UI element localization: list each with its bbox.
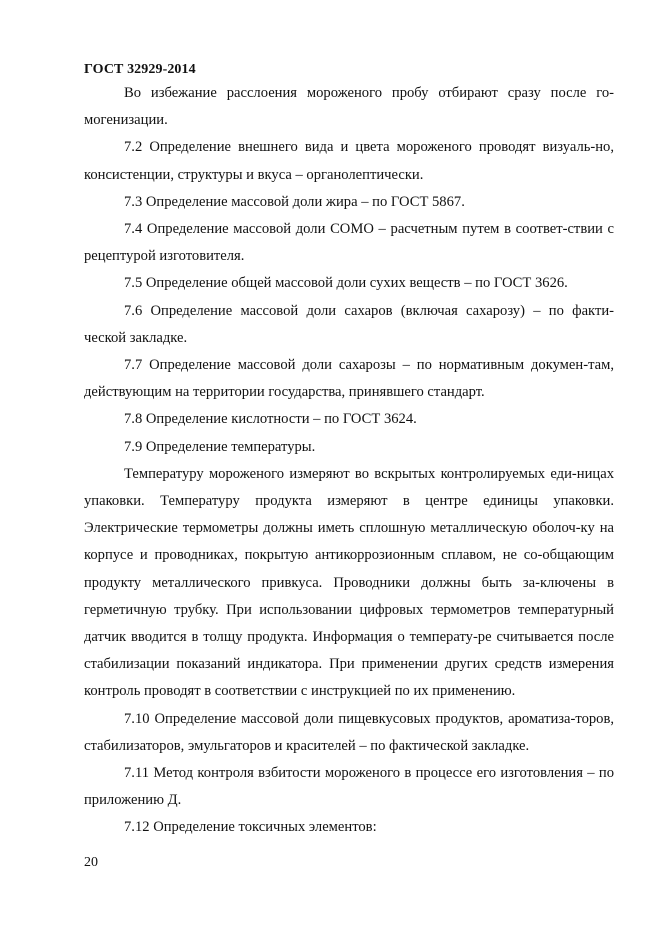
paragraph-intro: Во избежание расслоения мороженого пробу отбирают сразу после го-могенизации. [84, 85, 614, 129]
paragraph-7-4: 7.4 Определение массовой доли СОМО – расчетным путем в соответ-ствии с рецептурой изготовителя. [84, 221, 614, 265]
paragraph-7-3: 7.3 Определение массовой доли жира – по ГОСТ 5867. [124, 193, 465, 210]
paragraph-7-11: 7.11 Метод контроля взбитости мороженого в процессе его изготовления – по приложению Д. [84, 765, 614, 809]
page-number: 20 [84, 855, 98, 870]
paragraph-7-9: 7.9 Определение температуры. [124, 438, 316, 455]
paragraph-7-10: 7.10 Определение массовой доли пищевкусовых продуктов, ароматиза-торов, стабилизаторов, эмульгаторов и красителей – по фактической закладке. [84, 710, 614, 754]
paragraph-7-12: 7.12 Определение токсичных элементов: [124, 819, 377, 836]
document-body [84, 80, 614, 842]
document-id: ГОСТ 32929-2014 [84, 62, 196, 77]
paragraph-7-7: 7.7 Определение массовой доли сахарозы – по нормативным докумен-там, действующим на территории государства, принявшего стандарт. [84, 357, 614, 401]
paragraph-7-6: 7.6 Определение массовой доли сахаров (включая сахарозу) – по факти-ческой закладке. [84, 302, 614, 346]
paragraph-7-2: 7.2 Определение внешнего вида и цвета мороженого проводят визуаль-но, консистенции, структуры и вкуса – органолептически. [84, 139, 614, 183]
paragraph-7-5: 7.5 Определение общей массовой доли сухих веществ – по ГОСТ 3626. [124, 275, 568, 292]
paragraph-7-8: 7.8 Определение кислотности – по ГОСТ 3624. [124, 411, 417, 428]
paragraph-temperature: Температуру мороженого измеряют во вскрытых контролируемых еди-ницах упаковки. Температуру продукта измеряют в центре единицы упаковки. Электрические термометры должны иметь сплошную металлическую оболоч-ку на корпусе и проводниках, покрытую антикоррозионным сплавом, не со-общающим продукту металлического привкуса. Проводники должны быть за-ключены в герметичную трубку. При использовании цифровых термометров температурный датчик вводится в толщу продукта. Информация о температу-ре считывается после стабилизации показаний индикатора. При применении других средств измерения контроль проводят в соответствии с инструкцией по их применению. [84, 465, 614, 700]
